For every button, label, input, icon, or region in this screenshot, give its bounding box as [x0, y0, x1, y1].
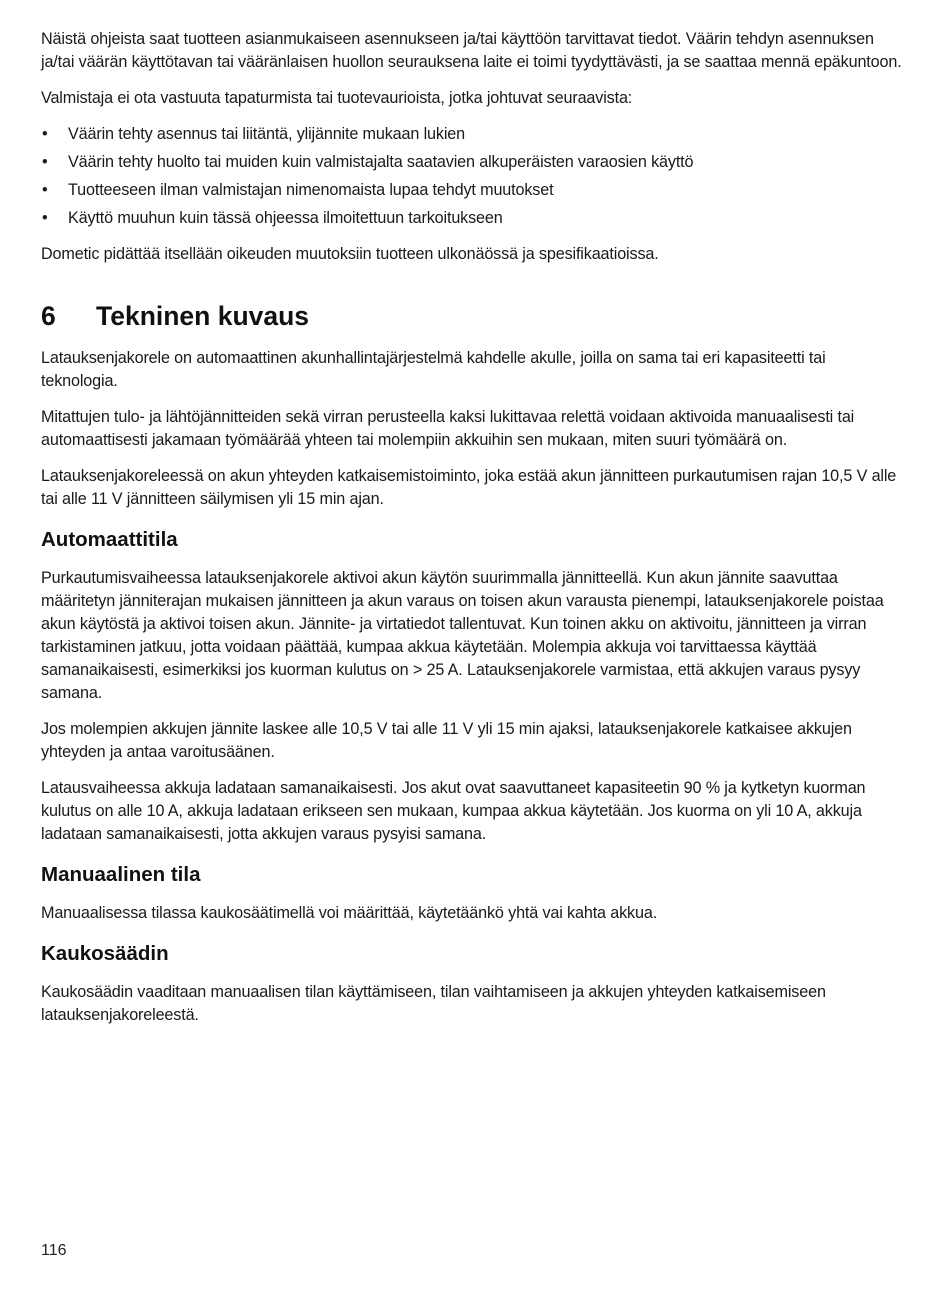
- liability-list: [41, 123, 906, 230]
- list-item: [41, 207, 906, 230]
- section-paragraph: Mitattujen tulo- ja lähtöjännitteiden sekä virran perusteella kaksi lukittavaa relettä voidaan aktivoida manuaalisesti tai automaattisesti jakamaan työmäärää yhteen tai molempiin akkuihin sen mukaan, miten suuri työmäärä on.: [41, 408, 855, 449]
- list-item: [41, 123, 906, 146]
- section-title: Tekninen kuvaus: [96, 301, 310, 331]
- bullet-icon: •: [42, 209, 48, 227]
- bullet-icon: •: [42, 181, 48, 199]
- liability-paragraph: Valmistaja ei ota vastuuta tapaturmista tai tuotevaurioista, jotka johtuvat seuraavista:: [41, 89, 633, 107]
- section-heading: [41, 299, 906, 333]
- document-page: [41, 28, 906, 1027]
- auto-mode-paragraph: Jos molempien akkujen jännite laskee alle 10,5 V tai alle 11 V yli 15 min ajaksi, latauksenjakorele katkaisee akkujen yhteyden ja antaa varoitusäänen.: [41, 720, 852, 761]
- manual-mode-paragraph: Manuaalisessa tilassa kaukosäätimellä voi määrittää, käytetäänkö yhtä vai kahta akkua.: [41, 904, 658, 922]
- auto-mode-paragraph: Latausvaiheessa akkuja ladataan samanaikaisesti. Jos akut ovat saavuttaneet kapasiteetin 90 % ja kytketyn kuorman kulutus on alle 10 A, akkuja ladataan erikseen sen mukaan, kumpaa akkua käytetään. Jos kuorma on yli 10 A, akkuja ladataan samanaikaisesti, jotta akkujen varaus pysyisi samana.: [41, 779, 866, 843]
- intro-paragraph: Näistä ohjeista saat tuotteen asianmukaiseen asennukseen ja/tai käyttöön tarvittavat tiedot. Väärin tehdyn asennuksen ja/tai väärän käyttötavan tai vääränlaisen huollon seurauksena laite ei toimi tyydyttävästi, ja se saattaa mennä epäkuntoon.: [41, 30, 902, 71]
- list-item-text: Tuotteeseen ilman valmistajan nimenomaista lupaa tehdyt muutokset: [68, 181, 554, 199]
- list-item: [41, 179, 906, 202]
- auto-mode-paragraph: Purkautumisvaiheessa latauksenjakorele aktivoi akun käytön suurimmalla jännitteellä. Kun akun jännite saavuttaa määritetyn jänniterajan mukaisen jännitteen ja akun varaus on toisen akun varausta pienempi, latauksenjakorele poistaa akun käytöstä ja aktivoi toisen akun. Jännite- ja virtatiedot tallentuvat. Kun toinen akku on aktivoitu, jännitteen ja virran tarkistaminen jatkuu, jotta voidaan päättää, kumpaa akkua käytetään. Molempia akkuja voi tarvittaessa käyttää samanaikaisesti, esimerkiksi jos kuorman kulutus on > 25 A. Latauksenjakorele varmistaa, että akkujen varaus pysyy samana.: [41, 569, 884, 702]
- auto-mode-heading: Automaattitila: [41, 528, 178, 551]
- section-paragraph: Latauksenjakorele on automaattinen akunhallintajärjestelmä kahdelle akulle, joilla on sama tai eri kapasiteetti tai teknologia.: [41, 349, 826, 390]
- list-item-text: Väärin tehty huolto tai muiden kuin valmistajalta saatavien alkuperäisten varaosien käyttö: [68, 153, 694, 171]
- rights-paragraph: Dometic pidättää itsellään oikeuden muutoksiin tuotteen ulkonäössä ja spesifikaatioissa.: [41, 245, 659, 263]
- section-number: 6: [41, 301, 56, 331]
- bullet-icon: •: [42, 153, 48, 171]
- remote-paragraph: Kaukosäädin vaaditaan manuaalisen tilan käyttämiseen, tilan vaihtamiseen ja akkujen yhteyden katkaisemiseen latauksenjakoreleestä.: [41, 983, 826, 1024]
- list-item: [41, 151, 906, 174]
- list-item-text: Väärin tehty asennus tai liitäntä, ylijännite mukaan lukien: [68, 125, 465, 143]
- list-item-text: Käyttö muuhun kuin tässä ohjeessa ilmoitettuun tarkoitukseen: [68, 209, 503, 227]
- page-number: 116: [41, 1242, 67, 1259]
- bullet-icon: •: [42, 125, 48, 143]
- manual-mode-heading: Manuaalinen tila: [41, 863, 201, 886]
- section-paragraph: Latauksenjakoreleessä on akun yhteyden katkaisemistoiminto, joka estää akun jännitteen purkautumisen rajan 10,5 V alle tai alle 11 V jännitteen säilymisen yli 15 min ajan.: [41, 467, 897, 508]
- remote-heading: Kaukosäädin: [41, 942, 169, 965]
